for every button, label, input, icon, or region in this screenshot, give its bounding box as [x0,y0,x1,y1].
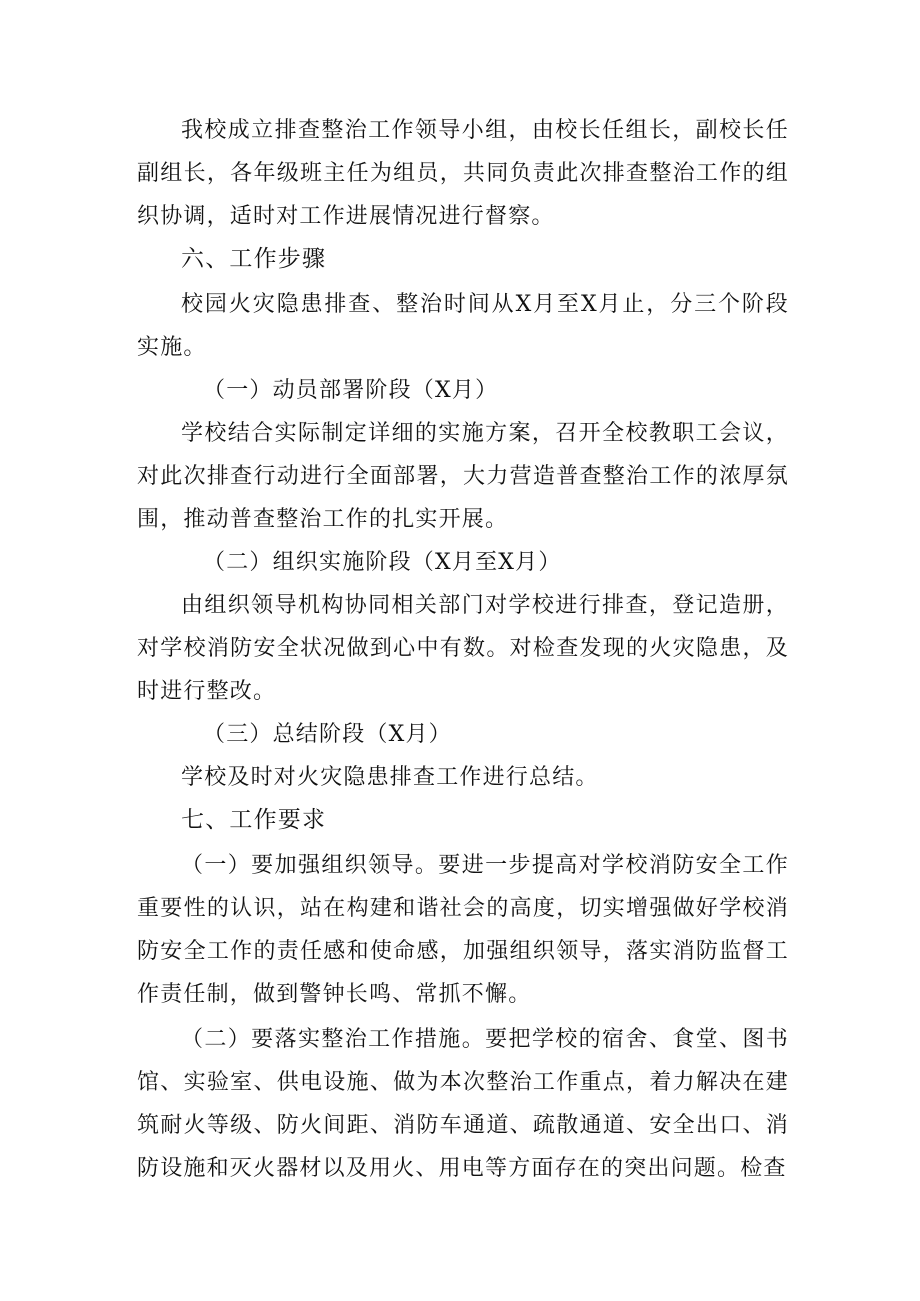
section-heading-work-steps: 六、工作步骤 [181,246,327,272]
subheading-summary-stage: （三）总结阶段（X月） [203,722,452,747]
paragraph-mobilization: 学校结合实际制定详细的实施方案，召开全校教职工会议，对此次排查行动进行全面部署，大力营造普查整治工作的浓厚氛围，推动普查整治工作的扎实开展。 [137,421,789,532]
paragraph-requirement-measures: （二）要落实整治工作措施。要把学校的宿舍、食堂、图书馆、实验室、供电设施、做为本次整治工作重点，着力解决在建筑耐火等级、防火间距、消防车通道、疏散通道、安全出口、消防设施和灭火器材以及用火、用电等方面存在的突出问题。检查 [137,1027,789,1181]
paragraph-schedule: 校园火灾隐患排查、整治时间从X月至X月止，分三个阶段实施。 [137,292,789,360]
section-heading-work-requirements: 七、工作要求 [181,807,327,833]
paragraph-requirement-leadership: （一）要加强组织领导。要进一步提高对学校消防安全工作重要性的认识，站在构建和谐社会的高度，切实增强做好学校消防安全工作的责任感和使命感，加强组织领导，落实消防监督工作责任制，做到警钟长鸣、常抓不懈。 [137,853,789,1007]
paragraph-implementation: 由组织领导机构协同相关部门对学校进行排查，登记造册，对学校消防安全状况做到心中有数。对检查发现的火灾隐患，及时进行整改。 [137,593,789,704]
document-body [137,109,789,1190]
subheading-implementation-stage: （二）组织实施阶段（X月至X月） [203,550,562,575]
paragraph-leadership-group: 我校成立排查整治工作领导小组，由校长任组长，副校长任副组长，各年级班主任为组员，共同负责此次排查整治工作的组织协调，适时对工作进展情况进行督察。 [137,118,789,229]
paragraph-summary: 学校及时对火灾隐患排查工作进行总结。 [181,765,599,790]
subheading-mobilization-stage: （一）动员部署阶段（X月） [203,378,499,403]
